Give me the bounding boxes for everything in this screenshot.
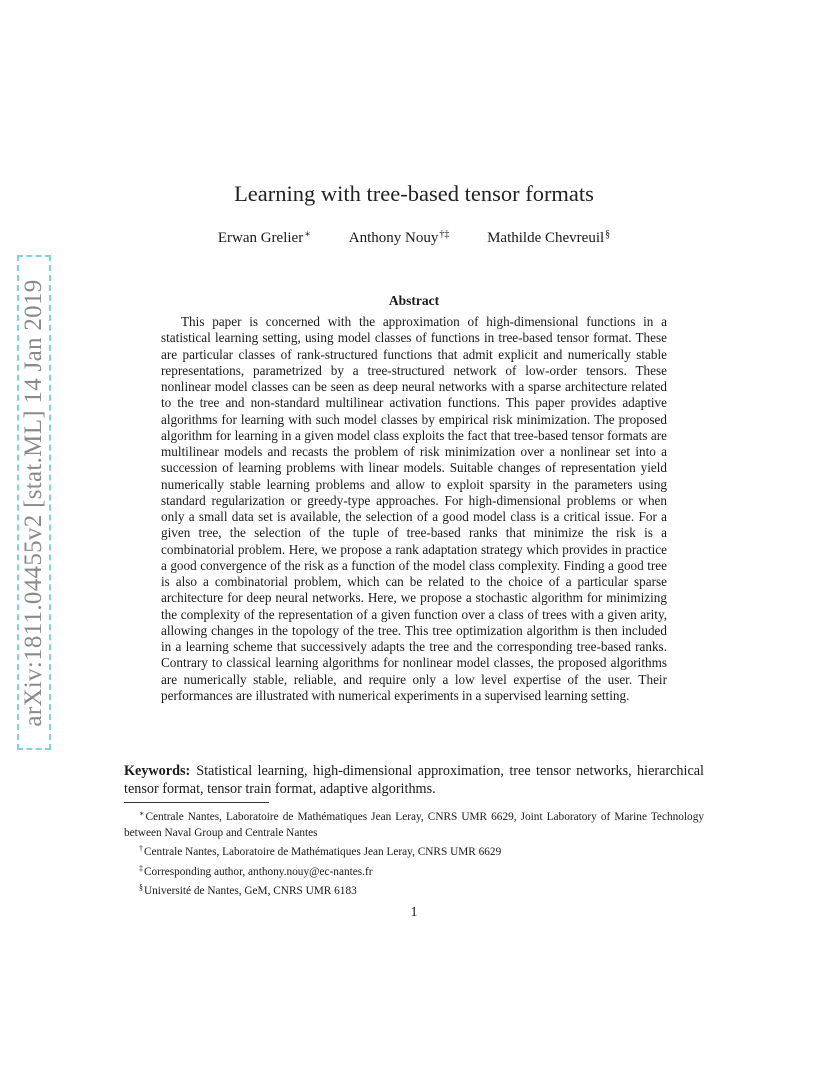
- footnote-item: [124, 806, 704, 841]
- footnote-text: Corresponding author, anthony.nouy@ec-nantes.fr: [144, 865, 373, 878]
- footnote-mark: ‡: [139, 863, 143, 873]
- author-list: [0, 229, 828, 247]
- footnote-mark: †: [139, 844, 143, 853]
- author-affiliation-mark: †‡: [439, 229, 450, 240]
- author-3: [487, 229, 610, 247]
- footnote-divider: [124, 802, 269, 803]
- footnote-text: Centrale Nantes, Laboratoire de Mathématiques Jean Leray, CNRS UMR 6629: [144, 846, 502, 858]
- author-affiliation-mark: §: [605, 229, 611, 240]
- footnote-mark: §: [139, 883, 143, 892]
- arxiv-identifier-stamp: [17, 255, 51, 750]
- author-affiliation-mark: ∗: [304, 229, 311, 240]
- keywords-paragraph: [124, 762, 704, 798]
- footnotes: [124, 806, 704, 900]
- keywords-text: Statistical learning, high-dimensional approximation, tree tensor networks, hierarchical tensor format, tensor train format, adaptive algorithms.: [124, 763, 704, 797]
- abstract-heading: Abstract: [388, 293, 440, 308]
- keywords-label: Keywords:: [124, 763, 191, 779]
- author-2: [349, 229, 450, 247]
- footnote-text: Centrale Nantes, Laboratoire de Mathématiques Jean Leray, CNRS UMR 6629, Joint Laboratory of Marine Technology between Naval Group and Centrale Nantes: [124, 811, 704, 839]
- footnote-text: Université de Nantes, GeM, CNRS UMR 6183: [144, 885, 357, 897]
- paper-title: Learning with tree-based tensor formats: [234, 181, 594, 206]
- abstract-text: This paper is concerned with the approximation of high-dimensional functions in a statistical learning setting, using model classes of functions in tree-based tensor format. These are particular classes of rank-structured functions that admit explicit and numerically stable representations, parametrized by a tree-structured network of low-order tensors. These nonlinear model classes can be seen as deep neural networks with a sparse architecture related to the tree and non-standard multilinear activation functions. This paper provides adaptive algorithms for learning with such model classes by empirical risk minimization. The proposed algorithm for learning in a given model class exploits the fact that tree-based tensor formats are multilinear models and recasts the problem of risk minimization over a nonlinear set into a succession of learning problems with linear models. Suitable changes of representation yield numerically stable learning problems and allow to exploit sparsity in the parameters using standard regularization or greedy-type approaches. For high-dimensional problems or when only a small data set is available, the selection of a good model class is a critical issue. For a given tree, the selection of the tuple of tree-based ranks that minimize the risk is a combinatorial problem. Here, we propose a rank adaptation strategy which provides in practice a good convergence of the risk as a function of the model class complexity. Finding a good tree is also a combinatorial problem, which can be related to the choice of a particular sparse architecture for deep neural networks. Here, we propose a stochastic algorithm for minimizing the complexity of the representation of a given function over a class of trees with a given arity, allowing changes in the topology of the tree. This tree optimization algorithm is then included in a learning scheme that successively adapts the tree and the corresponding tree-based ranks. Contrary to classical learning algorithms for nonlinear model classes, the proposed algorithms are numerically stable, reliable, and require only a low level expertise of the user. Their performances are illustrated with numerical experiments in a supervised learning setting.: [161, 314, 667, 703]
- footnote-item: [124, 880, 704, 900]
- author-name: Erwan Grelier: [217, 230, 304, 246]
- author-1: [218, 229, 311, 247]
- footnote-item: [124, 841, 704, 861]
- page-number: 1: [410, 905, 418, 920]
- arxiv-identifier-text: arXiv:1811.04455v2 [stat.ML] 14 Jan 2019: [20, 278, 47, 727]
- footnote-item: [124, 861, 704, 881]
- author-name: Mathilde Chevreuil: [487, 230, 605, 246]
- footnote-mark: ∗: [139, 809, 145, 818]
- author-name: Anthony Nouy: [348, 230, 439, 246]
